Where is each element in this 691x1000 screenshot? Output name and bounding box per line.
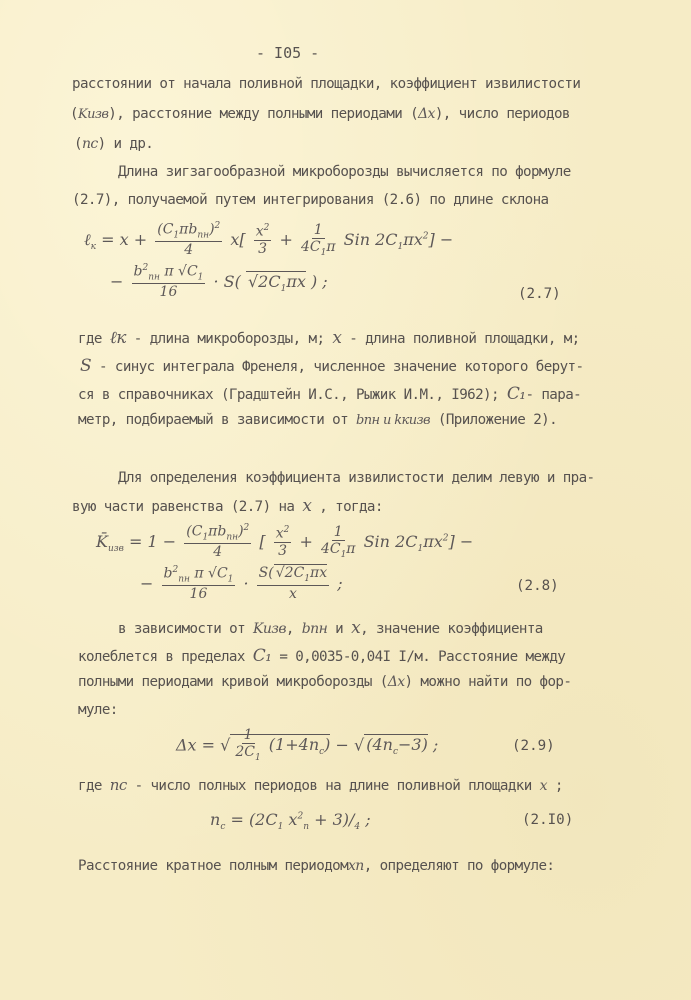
text-line: (2.7), получаемой путем интегрирования (2.6) по длине склона	[72, 192, 549, 208]
symbol-nc: nc	[81, 136, 98, 152]
symbol-xn: xn	[348, 858, 364, 874]
text-line	[74, 136, 153, 152]
text-line: Длина зигзагообразной микроборозды вычисляется по формуле	[118, 164, 571, 180]
symbol-b-pn-and-k: bпн и kкизв	[355, 413, 430, 428]
symbol-x: x	[302, 496, 312, 516]
text: где	[78, 331, 102, 347]
equation-2-7-line2: − $\frac{b^2_{пн} \pi √C_1}{16}$ · S( $√2C_1\pi x$ ) ;	[110, 263, 328, 301]
symbol-delta-x: Δx	[418, 106, 435, 122]
text: полными периодами кривой микроборозды (	[78, 674, 388, 690]
text: ) можно найти по фор-	[404, 674, 572, 690]
symbol-c1: C₁	[506, 384, 526, 404]
symbol-lk: ℓк	[109, 328, 126, 348]
equation-number: (2.8)	[516, 578, 559, 594]
text-line	[78, 674, 571, 690]
text: колеблется в пределах	[78, 649, 245, 665]
equation-2-9: Δx = √ $\frac{1}{2C_1}$ $(1+4n_c)$ − √ $(4n_c-3)$ ;	[176, 727, 439, 764]
symbol-b-pn: bпн	[301, 621, 328, 637]
text-line: в зависимости от Kизв, bпн и x, значение коэффициента	[118, 618, 543, 638]
text: ) и др.	[97, 136, 154, 152]
text-line	[78, 412, 557, 428]
equation-2-8-line1: $K̄_{изв} = 1$ − $\frac{(C_1\pi b_{пн})^2}{4}$ [ $\frac{x^2}{3}$ + $\frac{1}{4C_1\pi}$ Sin $2C_1\pi x^2$] −	[96, 523, 474, 561]
text: - пара-	[525, 387, 582, 403]
text: ;	[554, 778, 563, 794]
text: (	[74, 136, 82, 152]
symbol-delta-x: Δx	[387, 674, 405, 690]
text-line	[70, 106, 570, 122]
symbol-s: S	[80, 356, 92, 376]
text: , значение коэффициента	[360, 621, 543, 637]
symbol-k-izv: Kизв	[77, 107, 109, 122]
text: (Приложение 2).	[437, 412, 558, 428]
text-line	[78, 384, 581, 404]
text: и	[335, 621, 344, 637]
equation-number: (2.I0)	[522, 812, 574, 828]
symbol-x: x	[539, 778, 547, 794]
text: - длина микроборозды, м;	[133, 331, 325, 347]
text: где	[78, 778, 102, 794]
text-line	[78, 646, 565, 666]
text-line	[78, 776, 563, 794]
symbol-x: x	[351, 618, 361, 638]
text: - длина поливной площадки, м;	[349, 331, 580, 347]
equation-number: (2.9)	[512, 738, 555, 754]
text: , определяют по формуле:	[363, 858, 555, 874]
text: (	[70, 106, 78, 122]
text-line	[78, 858, 554, 874]
text: ), число периодов	[434, 106, 570, 122]
text: ся в справочниках (Градштейн И.С., Рыжик И.М., I962);	[78, 387, 499, 403]
symbol-nc: nc	[109, 776, 127, 794]
equation-number: (2.7)	[518, 286, 561, 302]
equation-2-8-line2: − $\frac{b^2_{пн} \pi √C_1}{16}$ · $\frac{S( √2C_1\pi x}{x}$ ;	[140, 565, 343, 603]
text-line	[72, 496, 383, 516]
text: - число полных периодов на длине поливной площадки	[134, 778, 532, 794]
text: в зависимости от	[118, 621, 246, 637]
equation-2-7-line1: ℓ$_к$ = x + $\frac{(C_1\pi b_{пн})^2}{4}$ x[ $\frac{x^2}{3}$ + $\frac{1}{4C_1\pi}$ Sin $2C_1\pi x^2$] −	[84, 221, 454, 259]
text-line: муле:	[78, 702, 118, 718]
text-line	[80, 356, 583, 376]
text: вую части равенства (2.7) на	[72, 499, 295, 515]
text: метр, подбираемый в зависимости от	[78, 412, 349, 428]
symbol-x: x	[332, 328, 342, 348]
text-line: Для определения коэффициента извилистости делим левую и пра-	[118, 470, 595, 486]
page-number: - I05 -	[256, 44, 320, 62]
equation-2-10: $n_c = (2C_1$ $x^2_n + 3)/_4$ ;	[210, 810, 371, 833]
text: - синус интеграла Френеля, численное значение которого берут-	[99, 359, 584, 375]
symbol-c1: C₁	[252, 646, 272, 666]
text: , тогда:	[319, 499, 383, 515]
text: Расстояние кратное полным периодом	[78, 858, 349, 874]
text: ), расстояние между полными периодами (	[108, 106, 419, 122]
text-line	[78, 328, 580, 348]
text: = 0,0035-0,04I I/м. Расстояние между	[279, 649, 566, 665]
symbol-k-izv: Kизв	[253, 621, 286, 637]
text-line: расстоянии от начала поливной площадки, коэффициент извилистости	[72, 76, 581, 92]
